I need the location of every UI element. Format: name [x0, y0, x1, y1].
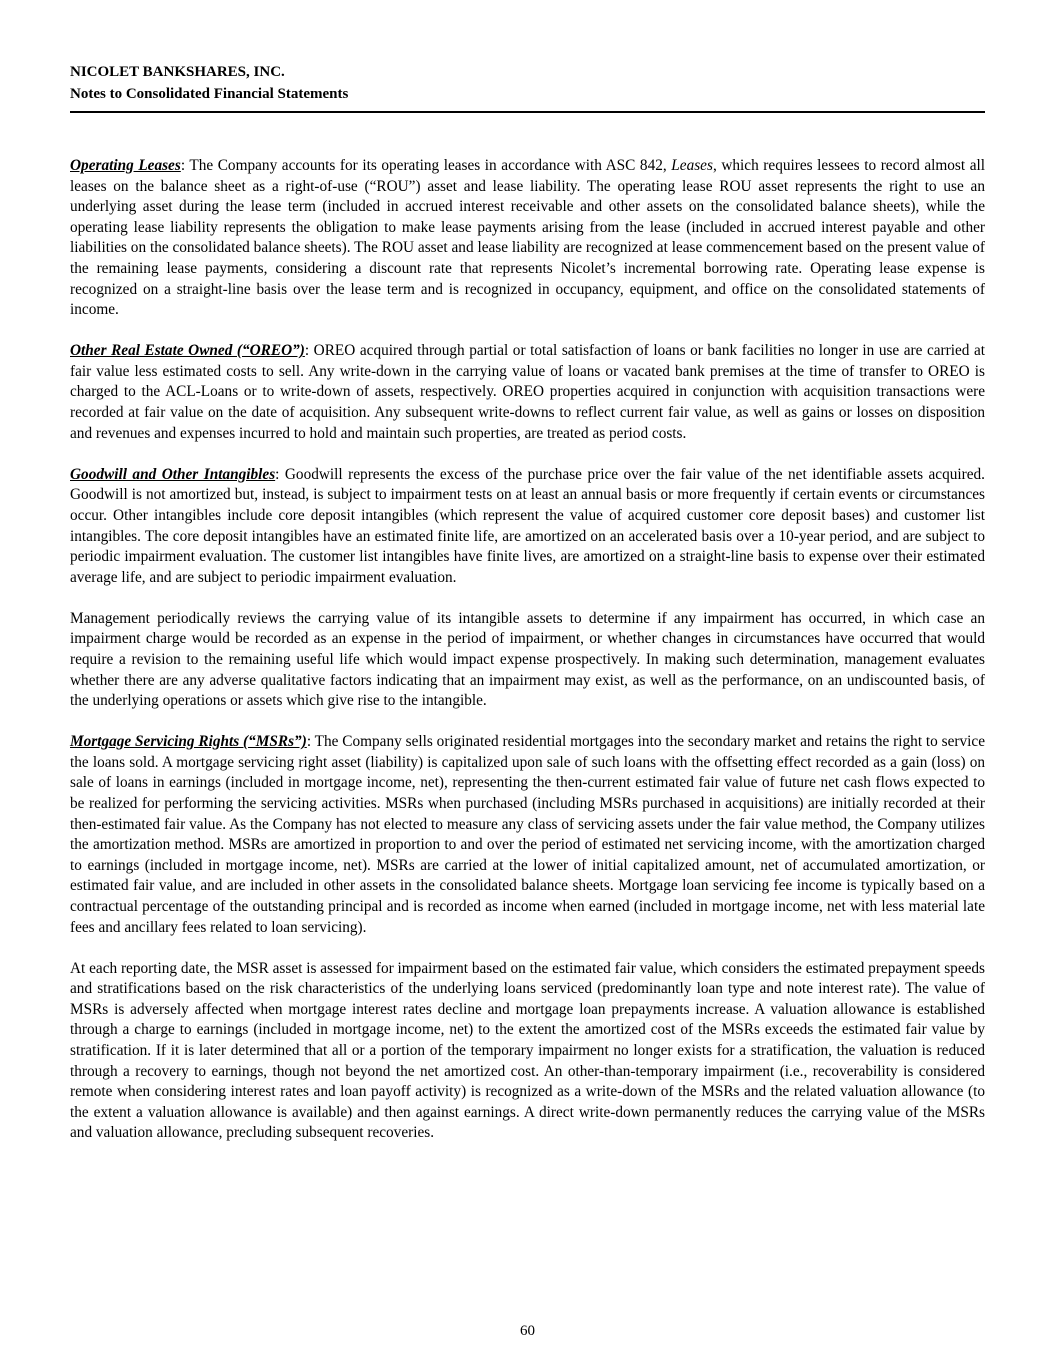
- paragraph-goodwill: [70, 465, 985, 589]
- paragraph-management-review: Management periodically reviews the carrying value of its intangible assets to determine if any impairment has occurred, in which case an impairment charge would be recorded as an expense in the period of impairment, or whether changes in circumstances have occurred that would require a revision to the remaining useful life which would impact expense prospectively. In making such determination, management evaluates whether there are any adverse qualitative factors indicating that an impairment may exist, as well as the performance, on an undiscounted basis, of the underlying operations or assets which give rise to the intangible.: [70, 609, 985, 710]
- page-subtitle: Notes to Consolidated Financial Statements: [70, 86, 349, 102]
- paragraph-msr-impairment: At each reporting date, the MSR asset is assessed for impairment based on the estimated fair value, which considers the estimated prepayment speeds and stratifications based on the risk characteristics of the underlying loans serviced (predominantly loan type and note interest rate). The value of MSRs is adversely affected when mortgage interest rates decline and mortgage loan prepayments increase. A valuation allowance is established through a charge to earnings (included in mortgage income, net) to the extent the amortized cost of the MSRs exceeds the estimated fair value by stratification. If it is later determined that all or a portion of the temporary impairment no longer exists for a stratification, the valuation is reduced through a recovery to earnings, though not beyond the net amortized cost. An other-than-temporary impairment (i.e., recoverability is considered remote when considering interest rates and loan payoff activity) is recognized as a write-down of the MSRs and the related valuation allowance (to the extent a valuation allowance is available) and then against earnings. A direct write-down permanently reduces the carrying value of the MSRs and valuation allowance, precluding subsequent recoveries.: [70, 959, 985, 1142]
- section-heading-msrs: Mortgage Servicing Rights (“MSRs”): [70, 733, 307, 751]
- paragraph-oreo: [70, 341, 985, 444]
- paragraph-text: : OREO acquired through partial or total satisfaction of loans or bank facilities no longer in use are carried at fair value less estimated costs to sell. Any write-down in the carrying value of loans or vacated bank premises at the time of transfer to OREO is charged to the ACL-Loans or to write-down of assets, respectively. OREO properties acquired in conjunction with acquisition transactions were recorded at fair value on the date of acquisition. Any subsequent write-downs to reflect current fair value, as well as gains or losses on disposition and revenues and expenses incurred to hold and maintain such properties, are treated as period costs.: [70, 342, 986, 442]
- page-number: 60: [520, 1323, 535, 1339]
- paragraph-msrs: [70, 732, 985, 938]
- section-heading-oreo: Other Real Estate Owned (“OREO”): [70, 342, 305, 360]
- header-divider: [70, 111, 985, 113]
- company-name: NICOLET BANKSHARES, INC.: [70, 64, 285, 80]
- paragraph-text: : Goodwill represents the excess of the purchase price over the fair value of the net identifiable assets acquired. Goodwill is not amortized but, instead, is subject to impairment tests on at least an annual basis or more frequently if certain events or circumstances occur. Other intangibles include core deposit intangibles (which represent the value of acquired customer core deposit bases) and customer list intangibles. The core deposit intangibles have an estimated finite life, are amortized on an accelerated basis over a 10-year period, and are subject to periodic impairment evaluation. The customer list intangibles have finite lives, are amortized on a straight-line basis to expense over their estimated average life, and are subject to periodic impairment evaluation.: [70, 465, 985, 586]
- section-heading-goodwill: Goodwill and Other Intangibles: [70, 465, 276, 483]
- section-heading-operating-leases: Operating Leases: [70, 157, 181, 174]
- italic-term-leases: Leases: [671, 157, 713, 174]
- paragraph-text: , which requires lessees to record almost all leases on the balance sheet as a right-of-use (“ROU”) asset and lease liability. The operating lease ROU asset represents the right to use an underlying asset during the lease term (included in accrued interest receivable and other assets on the consolidated balance sheets), while the operating lease liability represents the obligation to make lease payments arising from the lease (included in accrued interest payable and other liabilities on the consolidated balance sheets). The ROU asset and lease liability are recognized at lease commencement based on the present value of the remaining lease payments, considering a discount rate that represents Nicolet’s incremental borrowing rate. Operating lease expense is recognized on a straight-line basis over the lease term and is recognized in occupancy, equipment, and office on the consolidated statements of income.: [70, 157, 986, 319]
- paragraph-text: : The Company accounts for its operating leases in accordance with ASC 842,: [180, 157, 672, 174]
- document-body: [70, 156, 985, 1165]
- paragraph-text: : The Company sells originated residential mortgages into the secondary market and retains the right to service the loans sold. A mortgage servicing right asset (liability) is capitalized upon sale of such loans with the offsetting effect recorded as a gain (loss) on sale of loans in earnings (included in mortgage income, net), representing the then-current estimated fair value of future net cash flows expected to be realized for performing the servicing activities. MSRs when purchased (including MSRs purchased in acquisitions) are initially recorded at their then-estimated fair value. As the Company has not elected to measure any class of servicing assets under the fair value method, the Company utilizes the amortization method. MSRs are amortized in proportion to and over the period of estimated net servicing income, with the amortization charged to earnings (included in mortgage income, net). MSRs are carried at the lower of initial capitalized amount, net of accumulated amortization, or estimated fair value, and are included in other assets in the consolidated balance sheets. Mortgage loan servicing fee income is typically based on a contractual percentage of the outstanding principal and is recorded as income when earned (included in mortgage income, net with less material late fees and ancillary fees related to loan servicing).: [70, 733, 985, 936]
- paragraph-operating-leases: [70, 156, 985, 321]
- page-header: [70, 61, 985, 105]
